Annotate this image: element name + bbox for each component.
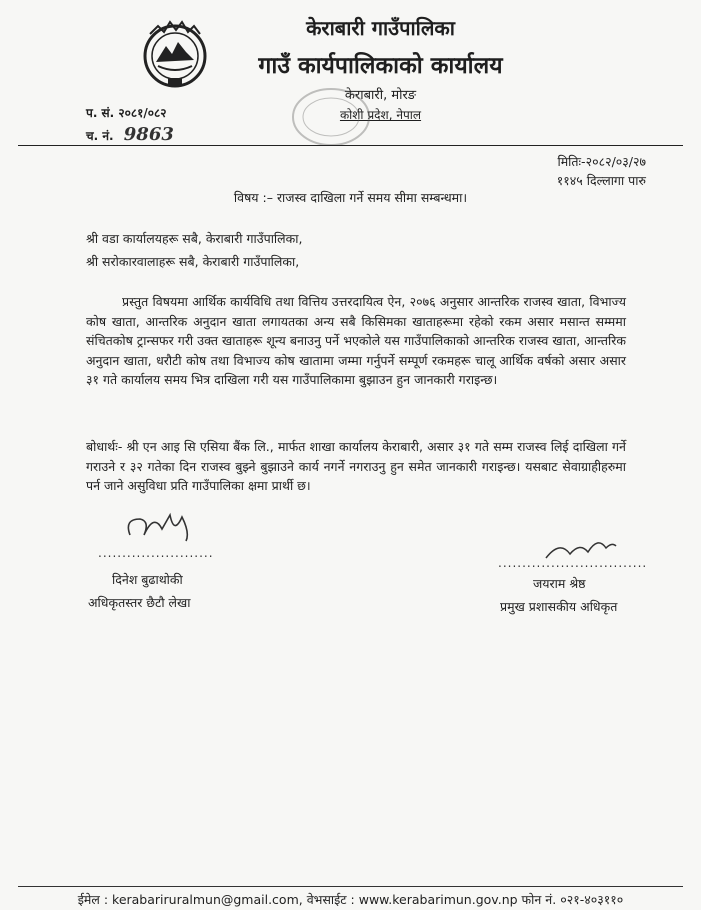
addressee-line: श्री वडा कार्यालयहरू सबै, केराबारी गाउँपालिका, <box>86 231 303 246</box>
dispatch-number-row <box>86 124 174 145</box>
signature-line-right: ............................... <box>498 556 648 570</box>
body-text: प्रस्तुत विषयमा आर्थिक कार्यविधि तथा वित्तिय उत्तरदायित्व ऐन, २०७६ अनुसार आन्तरिक राजस्व खाता, विभाज्य कोष खाता, आन्तरिक अनुदान खाता लगायतका अन्य सबै किसिमका खाताहरूमा रहेको रकम असार मसान्त सम्ममा संचितकोष ट्रान्सफर गरी उक्त खाताहरू शून्य बनाउनु पर्ने भएकोले यस गाउँपालिकाको आन्तरिक राजस्व खाता, आन्तरिक अनुदान खाता, धरौटी कोष तथा विभाज्य कोष खातामा जम्मा गर्नुपर्ने सम्पूर्ण रकमहरू चालू आर्थिक वर्षको असार असार ३१ गते कार्यालय समय भित्र दाखिला गरी यस गाउँपालिकामा बुझाउन हुन जानकारी गराइन्छ। <box>86 294 626 387</box>
footer-contact: ईमेल : kerabariruralmun@gmail.com, वेभसाईट : www.kerabarimun.gov.np फोन नं. ०२१-४०३११० <box>77 892 624 907</box>
addressee-line: श्री सरोकारवालाहरू सबै, केराबारी गाउँपालिका, <box>86 254 300 269</box>
signature-left-icon <box>120 505 200 550</box>
signatory-left-title: अधिकृतस्तर छैटौ लेखा <box>88 595 191 610</box>
letter-subject: विषय :– राजस्व दाखिला गर्ने समय सीमा सम्बन्धमा। <box>233 190 468 205</box>
reference-number: प. सं. २०८१/०८२ <box>86 106 167 120</box>
signature-line-left: ........................ <box>98 546 214 560</box>
date-block <box>557 152 646 190</box>
municipality-name: केराबारी गाउँपालिका <box>306 16 455 40</box>
signatory-left-name: दिनेश बुढाथोकी <box>112 572 183 587</box>
office-location: केराबारी, मोरङ <box>344 88 417 103</box>
dispatch-number-label: च. नं. <box>86 129 114 143</box>
dispatch-note: ११४५ दिल्लागा पारु <box>556 173 646 188</box>
signatory-right-name: जयराम श्रेष्ठ <box>533 576 586 591</box>
dispatch-number: 9863 <box>123 124 174 145</box>
office-province: कोशी प्रदेश, नेपाल <box>339 108 422 122</box>
signatory-right-title: प्रमुख प्रशासकीय अधिकृत <box>500 599 618 614</box>
note-paragraph: बोधार्थः- श्री एन आइ सि एसिया बैंक लि., मार्फत शाखा कार्यालय केराबारी, असार ३१ गते सम्म राजस्व लिई दाखिला गर्ने गराउने र ३२ गतेका दिन राजस्व बुझ्ने बुझाउने कार्य नगर्ने नगराउनु हुन समेत जानकारी गराइन्छ। यसबाट सेवाग्राहीहरुमा पर्न जाने असुविधा प्रति गाउँपालिका क्षमा प्रार्थी छ। <box>86 439 626 493</box>
letter-date: मितिः-२०८२/०३/२७ <box>557 154 646 169</box>
body-paragraph <box>86 292 626 390</box>
footer-divider <box>18 886 683 887</box>
header-divider <box>18 145 683 146</box>
office-name: गाउँ कार्यपालिकाको कार्यालय <box>258 53 503 79</box>
office-stamp-icon <box>290 86 372 148</box>
